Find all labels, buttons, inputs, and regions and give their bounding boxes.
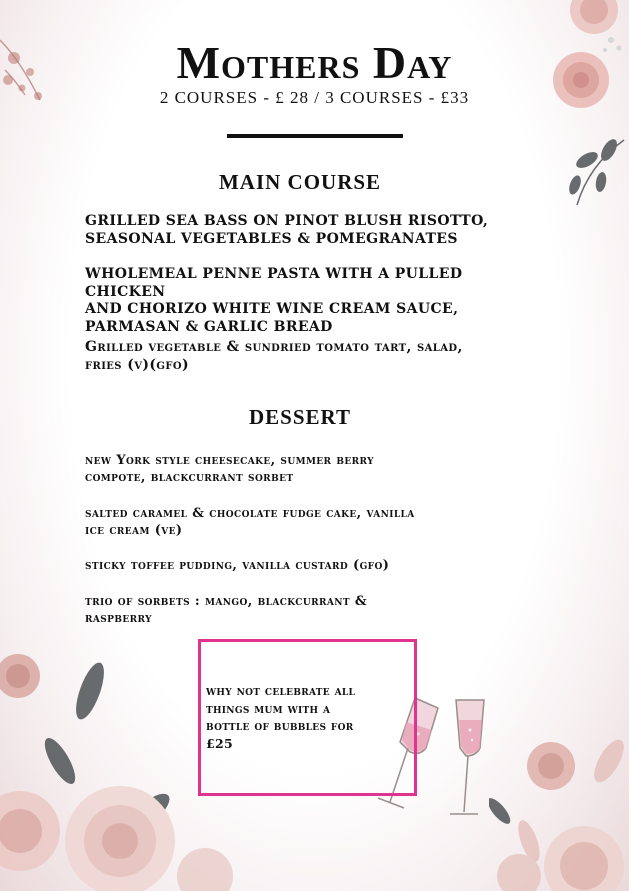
main-course-item (85, 266, 545, 336)
menu-item-line: SEASONAL VEGETABLES & POMEGRANATES (85, 230, 458, 247)
menu-item-line: PARMASAN & GARLIC BREAD (85, 318, 333, 335)
menu-item-line: sticky toffee pudding, vanilla custard (gfo) (85, 558, 390, 573)
pricing-line: 2 COURSES - £ 28 / 3 COURSES - £33 (159, 88, 470, 107)
menu-item-line: compote, blackcurrant sorbet (85, 470, 294, 485)
dessert-item (85, 452, 545, 486)
menu-title: Mothers Day (176, 37, 453, 88)
title-divider (227, 134, 403, 138)
main-course-heading: MAIN COURSE (218, 170, 382, 194)
menu-item-line: Grilled vegetable & sundried tomato tart, salad, (85, 339, 463, 355)
dessert-item (85, 505, 545, 539)
main-course-item (85, 213, 545, 248)
main-course-item (85, 339, 545, 374)
promo-price: £25 (206, 735, 233, 751)
menu-item-line: trio of sorbets : mango, blackcurrant & (85, 594, 367, 609)
menu-item-line: WHOLEMEAL PENNE PASTA WITH A PULLED CHICKEN (85, 266, 463, 300)
menu-item-line: new York style cheesecake, summer berry (85, 453, 374, 468)
menu-item-line: ice cream (ve) (85, 523, 183, 538)
promo-line: things mum with a (206, 700, 331, 716)
promo-line: bottle of bubbles for (206, 718, 354, 733)
menu-item-line: GRILLED SEA BASS ON PINOT BLUSH RISOTTO, (85, 213, 489, 229)
dessert-item (85, 593, 545, 627)
menu-item-line: AND CHORIZO WHITE WINE CREAM SAUCE, (85, 301, 459, 317)
menu-item-line: fries (v)(gfo) (85, 356, 190, 373)
bottom-right-floral-icon (489, 691, 629, 891)
menu-item-line: salted caramel & chocolate fudge cake, vanilla (85, 506, 415, 521)
menu-item-line: raspberry (85, 611, 152, 626)
promo-text (206, 682, 416, 752)
promo-line: why not celebrate all (206, 683, 356, 698)
dessert-item (85, 557, 545, 574)
dessert-heading: DESSERT (249, 405, 351, 429)
